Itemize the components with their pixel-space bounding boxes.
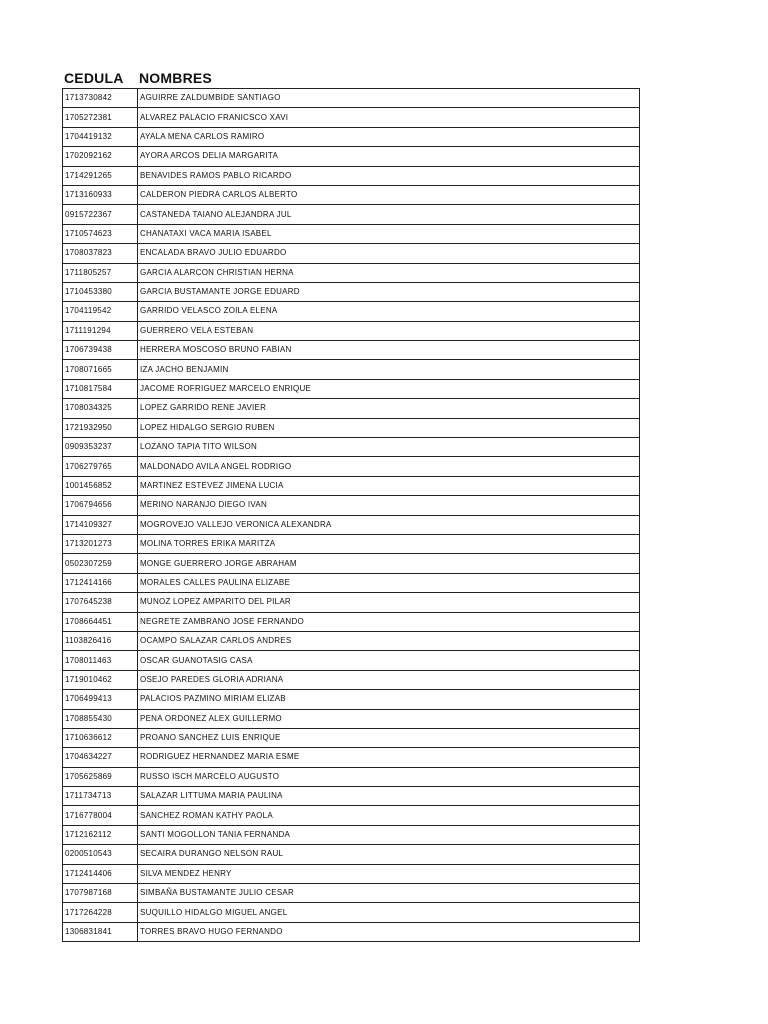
nombre-cell: BENAVIDES RAMOS PABLO RICARDO [138, 166, 640, 185]
cedula-cell: 1712162112 [63, 825, 138, 844]
nombre-cell: AGUIRRE ZALDUMBIDE SANTIAGO [138, 89, 640, 108]
cedula-cell: 1714109327 [63, 515, 138, 534]
nombre-cell: CHANATAXI VACA MARIA ISABEL [138, 224, 640, 243]
nombre-cell: NEGRETE ZAMBRANO JOSE FERNANDO [138, 612, 640, 631]
nombre-cell: OCAMPO SALAZAR CARLOS ANDRES [138, 631, 640, 650]
table-row [63, 554, 640, 573]
table-row [63, 321, 640, 340]
nombre-cell: IZA JACHO BENJAMIN [138, 360, 640, 379]
table-row [63, 845, 640, 864]
table-row [63, 438, 640, 457]
nombre-cell: PENA ORDONEZ ALEX GUILLERMO [138, 709, 640, 728]
table-row [63, 263, 640, 282]
table-row [63, 690, 640, 709]
table-row [63, 147, 640, 166]
table-row [63, 89, 640, 108]
cedula-cell: 1704119542 [63, 302, 138, 321]
nombre-cell: SALAZAR LITTUMA MARIA PAULINA [138, 787, 640, 806]
table-row [63, 244, 640, 263]
table-row [63, 399, 640, 418]
nombre-cell: OSEJO PAREDES GLORIA ADRIANA [138, 670, 640, 689]
cedula-cell: 1706499413 [63, 690, 138, 709]
cedula-cell: 1306831841 [63, 922, 138, 941]
nombre-cell: SIMBAÑA BUSTAMANTE JULIO CESAR [138, 884, 640, 903]
cedula-cell: 1708011463 [63, 651, 138, 670]
table-row [63, 185, 640, 204]
table-row [63, 825, 640, 844]
cedula-cell: 1710817584 [63, 379, 138, 398]
nombre-cell: SANCHEZ ROMAN KATHY PAOLA [138, 806, 640, 825]
nombre-cell: GUERRERO VELA ESTEBAN [138, 321, 640, 340]
table-row [63, 379, 640, 398]
cedula-cell: 1712414166 [63, 573, 138, 592]
cedula-cell: 1706739438 [63, 341, 138, 360]
cedula-cell: 1702092162 [63, 147, 138, 166]
cedula-cell: 1001456852 [63, 476, 138, 495]
table-row [63, 922, 640, 941]
roster-table [62, 88, 640, 942]
cedula-cell: 1714291265 [63, 166, 138, 185]
cedula-cell: 1103826416 [63, 631, 138, 650]
nombre-cell: CASTANEDA TAIANO ALEJANDRA JUL [138, 205, 640, 224]
nombre-cell: SANTI MOGOLLON TANIA FERNANDA [138, 825, 640, 844]
table-row [63, 806, 640, 825]
cedula-cell: 1708071665 [63, 360, 138, 379]
nombre-cell: SUQUILLO HIDALGO MIGUEL ANGEL [138, 903, 640, 922]
table-row [63, 651, 640, 670]
cedula-cell: 1719010462 [63, 670, 138, 689]
table-row [63, 205, 640, 224]
cedula-cell: 0915722367 [63, 205, 138, 224]
table-row [63, 748, 640, 767]
nombre-cell: ALVAREZ PALACIO FRANICSCO XAVI [138, 108, 640, 127]
table-row [63, 302, 640, 321]
cedula-cell: 1713730842 [63, 89, 138, 108]
table-row [63, 593, 640, 612]
nombre-cell: GARCIA ALARCON CHRISTIAN HERNA [138, 263, 640, 282]
nombre-cell: PALACIOS PAZMINO MIRIAM ELIZAB [138, 690, 640, 709]
table-row [63, 476, 640, 495]
table-header [62, 70, 639, 88]
nombre-cell: LOPEZ GARRIDO RENE JAVIER [138, 399, 640, 418]
nombre-cell: GARRIDO VELASCO ZOILA ELENA [138, 302, 640, 321]
table-row [63, 360, 640, 379]
table-row [63, 670, 640, 689]
cedula-cell: 1716778004 [63, 806, 138, 825]
cedula-cell: 0502307259 [63, 554, 138, 573]
cedula-cell: 1704419132 [63, 127, 138, 146]
cedula-cell: 1707645238 [63, 593, 138, 612]
nombre-cell: RUSSO ISCH MARCELO AUGUSTO [138, 767, 640, 786]
table-row [63, 903, 640, 922]
nombre-cell: CALDERON PIEDRA CARLOS ALBERTO [138, 185, 640, 204]
table-row [63, 864, 640, 883]
cedula-cell: 1710453380 [63, 282, 138, 301]
table-row [63, 341, 640, 360]
cedula-cell: 0909353237 [63, 438, 138, 457]
table-row [63, 534, 640, 553]
nombre-cell: MALDONADO AVILA ANGEL RODRIGO [138, 457, 640, 476]
cedula-cell: 1708034325 [63, 399, 138, 418]
cedula-cell: 1705272381 [63, 108, 138, 127]
table-row [63, 515, 640, 534]
roster-table-body [63, 89, 640, 942]
nombre-cell: LOPEZ HIDALGO SERGIO RUBEN [138, 418, 640, 437]
table-row [63, 496, 640, 515]
cedula-cell: 1708855430 [63, 709, 138, 728]
nombre-cell: MOGROVEJO VALLEJO VERONICA ALEXANDRA [138, 515, 640, 534]
nombre-cell: AYORA ARCOS DELIA MARGARITA [138, 147, 640, 166]
table-row [63, 631, 640, 650]
cedula-cell: 0200510543 [63, 845, 138, 864]
table-row [63, 612, 640, 631]
cedula-cell: 1713201273 [63, 534, 138, 553]
column-header-cedula: CEDULA [64, 70, 124, 86]
cedula-cell: 1711805257 [63, 263, 138, 282]
cedula-cell: 1712414406 [63, 864, 138, 883]
cedula-cell: 1704634227 [63, 748, 138, 767]
table-row [63, 709, 640, 728]
nombre-cell: ENCALADA BRAVO JULIO EDUARDO [138, 244, 640, 263]
table-row [63, 457, 640, 476]
nombre-cell: MORALES CALLES PAULINA ELIZABE [138, 573, 640, 592]
nombre-cell: SILVA MENDEZ HENRY [138, 864, 640, 883]
cedula-cell: 1713160933 [63, 185, 138, 204]
nombre-cell: LOZANO TAPIA TITO WILSON [138, 438, 640, 457]
nombre-cell: MONGE GUERRERO JORGE ABRAHAM [138, 554, 640, 573]
cedula-cell: 1711734713 [63, 787, 138, 806]
nombre-cell: MOLINA TORRES ERIKA MARITZA [138, 534, 640, 553]
table-row [63, 787, 640, 806]
table-row [63, 728, 640, 747]
nombre-cell: MERINO NARANJO DIEGO IVAN [138, 496, 640, 515]
nombre-cell: MARTINEZ ESTEVEZ JIMENA LUCIA [138, 476, 640, 495]
table-row [63, 282, 640, 301]
table-row [63, 166, 640, 185]
cedula-cell: 1711191294 [63, 321, 138, 340]
table-row [63, 224, 640, 243]
cedula-cell: 1717264228 [63, 903, 138, 922]
nombre-cell: GARCIA BUSTAMANTE JORGE EDUARD [138, 282, 640, 301]
table-row [63, 108, 640, 127]
nombre-cell: PROANO SANCHEZ LUIS ENRIQUE [138, 728, 640, 747]
table-row [63, 884, 640, 903]
cedula-cell: 1710574623 [63, 224, 138, 243]
column-header-nombres: NOMBRES [139, 70, 212, 86]
nombre-cell: JACOME ROFRIGUEZ MARCELO ENRIQUE [138, 379, 640, 398]
cedula-cell: 1707987168 [63, 884, 138, 903]
table-row [63, 767, 640, 786]
nombre-cell: AYALA MENA CARLOS RAMIRO [138, 127, 640, 146]
table-row [63, 573, 640, 592]
cedula-cell: 1708037823 [63, 244, 138, 263]
cedula-cell: 1706279765 [63, 457, 138, 476]
nombre-cell: TORRES BRAVO HUGO FERNANDO [138, 922, 640, 941]
nombre-cell: MUNOZ LOPEZ AMPARITO DEL PILAR [138, 593, 640, 612]
cedula-cell: 1705625869 [63, 767, 138, 786]
table-row [63, 127, 640, 146]
table-row [63, 418, 640, 437]
cedula-cell: 1710636612 [63, 728, 138, 747]
nombre-cell: HERRERA MOSCOSO BRUNO FABIAN [138, 341, 640, 360]
nombre-cell: SECAIRA DURANGO NELSON RAUL [138, 845, 640, 864]
nombre-cell: RODRIGUEZ HERNANDEZ MARIA ESME [138, 748, 640, 767]
cedula-cell: 1706794656 [63, 496, 138, 515]
nombre-cell: OSCAR GUANOTASIG CASA [138, 651, 640, 670]
cedula-cell: 1708664451 [63, 612, 138, 631]
cedula-cell: 1721932950 [63, 418, 138, 437]
